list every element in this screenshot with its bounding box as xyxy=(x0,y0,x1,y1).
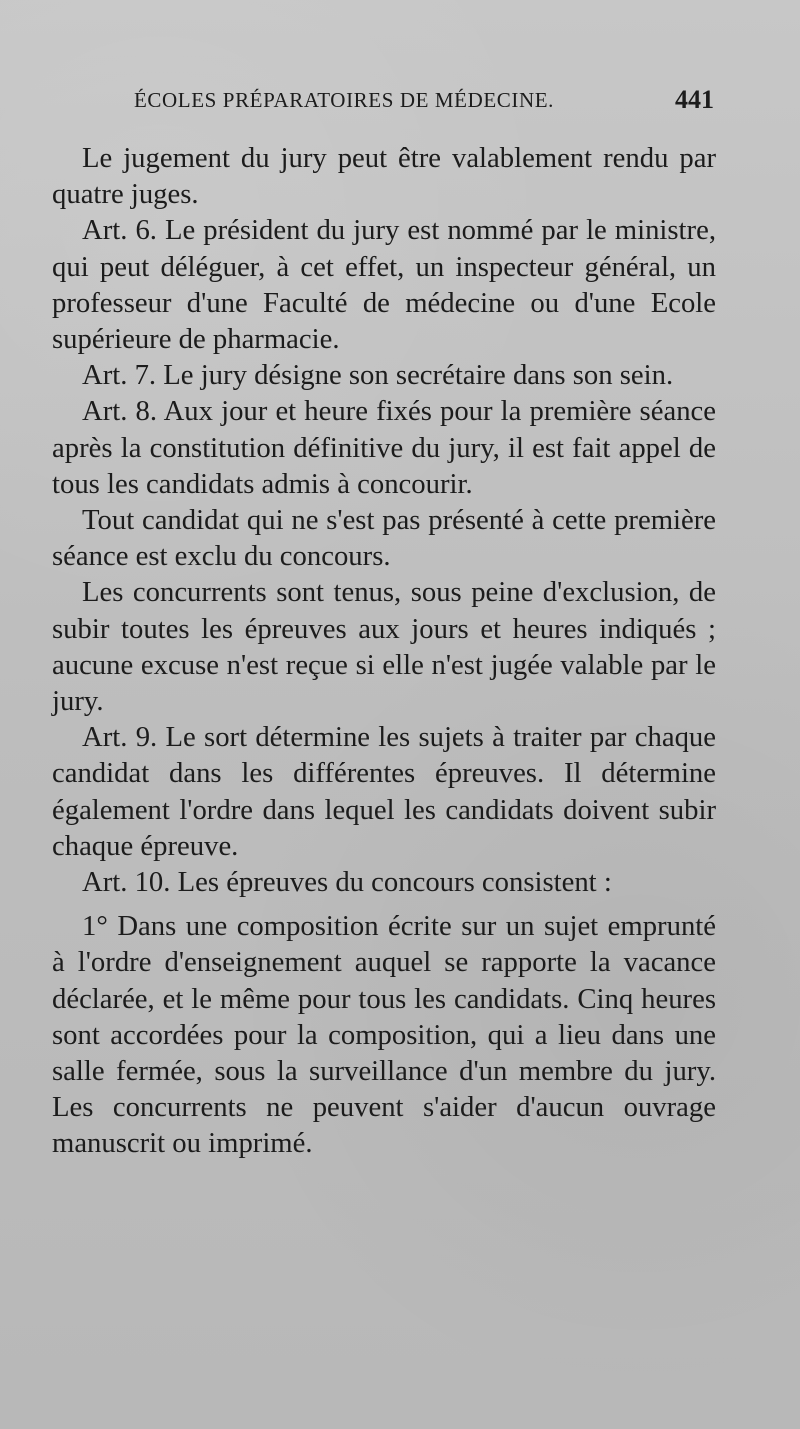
running-header xyxy=(134,80,714,120)
paragraph-article-8: Art. 8. Aux jour et heure fixés pour la première séance après la constitution définitive du jury, il est fait appel de tous les candidats admis à concourir. xyxy=(52,395,716,500)
paragraph-written-composition: 1° Dans une composition écrite sur un sujet emprunté à l'ordre d'enseignement auquel se rapporte la vacance déclarée, et le même pour tous les candidats. Cinq heures sont accordées pour la composition, qui a lieu dans une salle fermée, sous la surveillance d'un membre du jury. Les concurrents ne peuvent s'aider d'aucun ouvrage manuscrit ou imprimé. xyxy=(52,910,716,1160)
body-text xyxy=(52,140,716,1162)
paragraph-article-9: Art. 9. Le sort détermine les sujets à traiter par chaque candidat dans les différentes épreuves. Il détermine également l'ordre dans lequel les candidats doivent subir chaque épreuve. xyxy=(52,721,716,862)
paragraph-article-10: Art. 10. Les épreuves du concours consistent : xyxy=(82,866,612,899)
paragraph-article-7: Art. 7. Le jury désigne son secrétaire dans son sein. xyxy=(82,359,674,392)
running-header-title: ÉCOLES PRÉPARATOIRES DE MÉDECINE. xyxy=(134,87,555,112)
paragraph-article-6: Art. 6. Le président du jury est nommé par le ministre, qui peut déléguer, à cet effet, un inspecteur général, un professeur d'une Faculté de médecine ou d'une Ecole supérieure de pharmacie. xyxy=(52,214,716,356)
paragraph-spacer xyxy=(52,900,716,908)
paragraph-quorum: Le jugement du jury peut être valablement rendu par quatre juges. xyxy=(52,142,716,211)
page-number: 441 xyxy=(675,85,714,114)
paragraph-absent-candidate: Tout candidat qui ne s'est pas présenté à cette première séance est exclu du concours. xyxy=(52,504,716,573)
paragraph-exclusion-rule: Les concurrents sont tenus, sous peine d'exclusion, de subir toutes les épreuves aux jours et heures indiqués ; aucune excuse n'est reçue si elle n'est jugée valable par le jury. xyxy=(52,576,716,718)
